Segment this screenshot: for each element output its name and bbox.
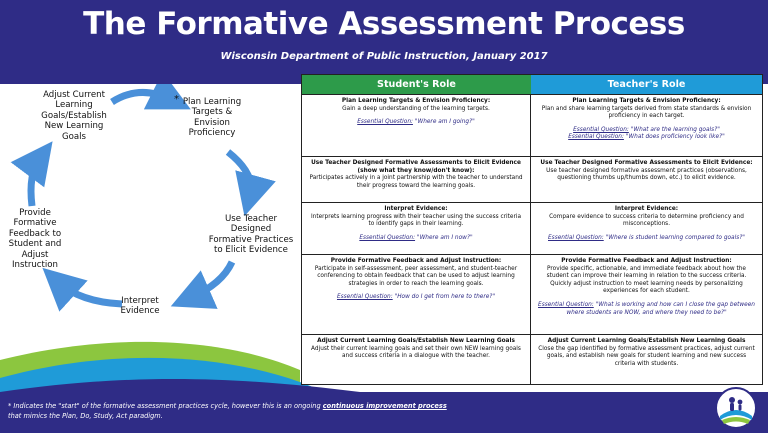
table-row-student-feedback: Provide Formative Feedback and Adjust Instruction: Participate in self-assessment, peer assessment, and student-teacher conferencing to obtain feedback that can be used to adjust learning strategies in order to reach the learning goals. Essential Question: "How do I get from here to there?" <box>302 254 531 334</box>
cycle-step-plan: Plan Learning Targets & Envision Proficiency <box>182 97 242 139</box>
table-row-student-interpret: Interpret Evidence: Interprets learning progress with their teacher using the success criteria to identify gaps in their learning. Essential Question: "Where am I now?" <box>302 202 531 254</box>
student-role-header: Student's Role <box>302 75 531 94</box>
table-row-teacher-feedback: Provide Formative Feedback and Adjust Instruction: Provide specific, actionable, and immediate feedback about how the student can improve their learning in relation to the success criteria. Quickly adjust instruction to meet learning needs by personalizing experiences for each student. Essential Question: "What is working and how can I close the gap between where students are NOW, and where they need to be?" <box>531 254 762 334</box>
cycle-step-interpret: Interpret Evidence <box>120 296 160 317</box>
header-banner <box>0 0 768 84</box>
footnote: * Indicates the "start" of the formative assessment practices cycle, however this is an ongoing continuous improvement process that mimics the Plan, Do, Study, Act paradigm. <box>8 402 447 420</box>
cycle-step-provide: Provide Formative Feedback to Student and Adjust Instruction <box>8 208 62 271</box>
page-subtitle: Wisconsin Department of Public Instruction, January 2017 <box>220 51 548 62</box>
cycle-step-use: Use Teacher Designed Formative Practices to Elicit Evidence <box>208 214 294 256</box>
table-row-student-adjust: Adjust Current Learning Goals/Establish New Learning Goals Adjust their current learning goals and set their own NEW learning goals and success criteria in a dialogue with the teacher. <box>302 334 531 384</box>
arrow-use-to-interpret <box>190 262 232 298</box>
table-row-teacher-adjust: Adjust Current Learning Goals/Establish New Learning Goals Close the gap identified by formative assessment practices, adjust current goals, and establish new goals for student learning and new success criteria with students. <box>531 334 762 384</box>
table-row-teacher-interpret: Interpret Evidence: Compare evidence to success criteria to determine proficiency and misconceptions. Essential Question: "Where is student learning compared to goals?" <box>531 202 762 254</box>
cycle-diagram <box>0 84 300 344</box>
page-title: The Formative Assessment Process <box>83 6 685 42</box>
arrow-provide-to-adjust <box>31 158 40 206</box>
arrow-adjust-to-plan <box>112 92 172 102</box>
table-row-student-elicit: Use Teacher Designed Formative Assessments to Elicit Evidence (show what they know/don't know): Participates actively in a joint partnership with the teacher to understand their progress toward the learning goals. <box>302 156 531 202</box>
dpi-logo-icon <box>712 386 760 430</box>
table-row-teacher-plan: Plan Learning Targets & Envision Proficiency: Plan and share learning targets derived from state standards & envision proficiency in each target. Essential Question: "What are the learning goals?" Essential Question: "What does proficiency look like?" <box>531 94 762 156</box>
roles-table <box>301 74 763 385</box>
teacher-role-header: Teacher's Role <box>531 75 762 94</box>
cycle-step-adjust: Adjust Current Learning Goals/Establish New Learning Goals <box>41 90 107 142</box>
start-star: * <box>174 94 179 105</box>
arrow-plan-to-use <box>228 152 251 196</box>
table-row-student-plan: Plan Learning Targets & Envision Proficiency: Gain a deep understanding of the learning targets. Essential Question: "Where am I going?" <box>302 94 531 156</box>
table-row-teacher-elicit: Use Teacher Designed Formative Assessments to Elicit Evidence: Use teacher designed formative assessment practices (observations, questioning thumbs up/thumbs down, etc.) to elicit evidence. <box>531 156 762 202</box>
